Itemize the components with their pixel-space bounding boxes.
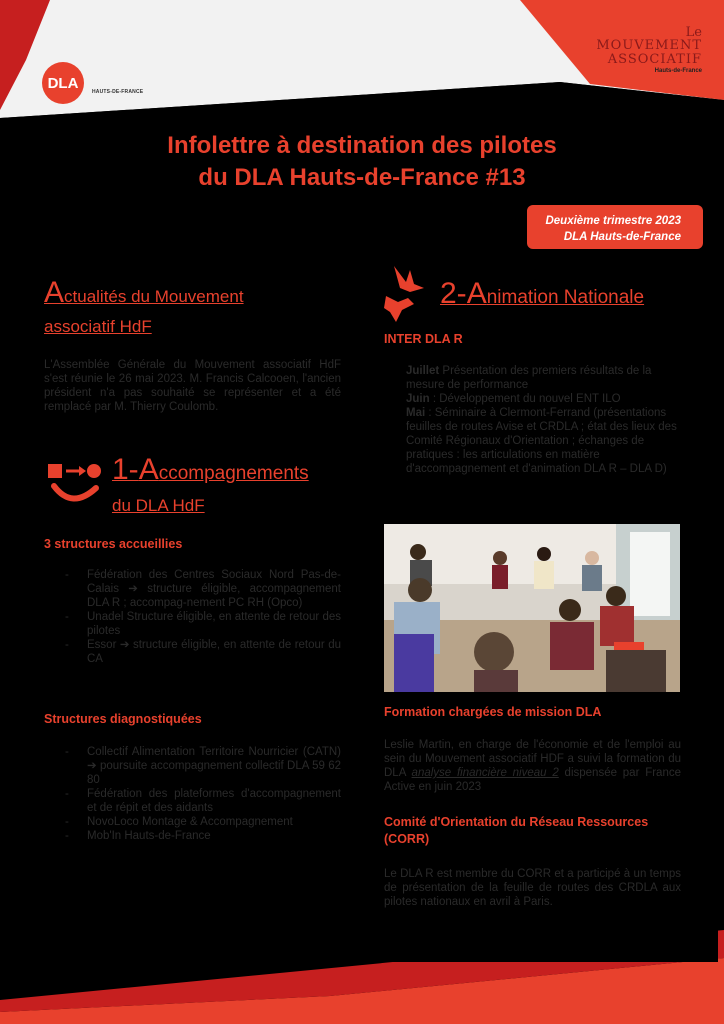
formation-body	[384, 738, 681, 794]
agenda	[406, 364, 682, 476]
accompaniment-icon	[46, 462, 104, 508]
agenda-item	[406, 364, 682, 392]
dla-logo: DLA	[42, 62, 84, 104]
acc-line2: du DLA HdF	[112, 496, 205, 515]
actu-title-line2: associatif HdF	[44, 317, 152, 336]
title-line1: Infolettre à destination des pilotes	[167, 132, 557, 159]
formation-text-1: Leslie Martin, en charge de l'économie et de l'emploi au sein du Mouvement associatif HDF a suivi la formation du DLA	[384, 739, 681, 779]
list-item: - Mob'In Hauts-de-France	[44, 829, 341, 843]
anim-rest: nimation Nationale	[486, 287, 645, 308]
agenda-item	[406, 392, 682, 406]
anim-cap: A	[466, 277, 487, 310]
diag-list	[44, 745, 341, 843]
acc-cap: A	[138, 453, 159, 486]
formation-heading: Formation chargées de mission DLA	[384, 705, 602, 719]
actu-body: L'Assemblée Générale du Mouvement associatif HdF s'est réunie le 26 mai 2023. M. Francis Calcooen, l'ancien président n'a pas souhaité se représenter et a été remplacé par M. Thierry Coulomb.	[44, 359, 341, 413]
agenda-text: : Séminaire à Clermont-Ferrand (présentations feuilles de routes Avise et CRDLA ; état des lieux des Comité Régionaux d'Orientation ; échanges de pratiques : les articulations en matière d'accompagnement et d'animation DLA R – DLA D)	[406, 407, 677, 475]
accompaniment-heading	[112, 448, 352, 516]
page-title	[0, 130, 724, 194]
agenda-month: Juillet	[406, 365, 440, 377]
acc-num: 1-	[112, 453, 139, 486]
diag-heading: Structures diagnostiquées	[44, 712, 202, 726]
list-item: - NovoLoco Montage & Accompagnement	[44, 815, 341, 829]
agenda-text: : Développement du nouvel ENT ILO	[429, 393, 621, 405]
agenda-item	[406, 406, 682, 476]
agenda-month: Juin	[406, 393, 430, 405]
list-item: - Fédération des plateformes d'accompagnement et de répit et des aidants	[44, 787, 341, 815]
dla-region-label: HAUTS-DE-FRANCE	[92, 89, 144, 95]
corr-heading: Comité d'Orientation du Réseau Ressources (CORR)	[384, 815, 649, 846]
actu-title: ctualités du Mouvement	[64, 287, 244, 306]
agenda-month: Mai	[406, 407, 426, 419]
lma-line2: MOUVEMENT	[596, 38, 702, 53]
acc-rest: ccompagnements	[158, 463, 309, 484]
formation-emphasis: analyse financière niveau 2	[411, 767, 559, 779]
lma-region: Hauts-de-France	[654, 68, 702, 74]
list-item: - Essor ➔ structure éligible, en attente de retour du CA	[44, 638, 341, 666]
actu-heading	[44, 276, 344, 340]
inter-dla-heading: INTER DLA R	[384, 332, 463, 346]
lma-line3: ASSOCIATIF	[607, 52, 702, 67]
structures-heading: 3 structures accueillies	[44, 537, 183, 551]
anim-num: 2-	[440, 277, 467, 310]
badge-line2: DLA Hauts-de-France	[563, 231, 681, 243]
hands-icon	[380, 262, 432, 324]
badge-line1: Deuxième trimestre 2023	[545, 215, 681, 227]
structures-list	[44, 568, 341, 666]
list-item: - Fédération des Centres Sociaux Nord Pas-de-Calais ➔ structure éligible, accompagnement DLA R ; accompag-nement PC RH (Opco)	[44, 568, 341, 610]
agenda-text: Présentation des premiers résultats de la mesure de performance	[406, 365, 652, 391]
period-badge	[527, 205, 703, 249]
list-item: - Collectif Alimentation Territoire Nourricier (CATN) ➔ poursuite accompagnement collectif DLA 59 62 80	[44, 745, 341, 787]
mouvement-associatif-logo	[596, 26, 702, 74]
list-item: - Unadel Structure éligible, en attente de retour des pilotes	[44, 610, 341, 638]
meeting-photo	[384, 524, 680, 692]
title-line2: du DLA Hauts-de-France #13	[198, 164, 526, 191]
formation-text-2: dispensée par France Active en juin 2023	[384, 767, 681, 793]
lma-line1: Le	[685, 25, 702, 40]
actu-cap: A	[44, 276, 65, 309]
corr-body: Le DLA R est membre du CORR et a participé à un temps de présentation de la feuille de routes des CRDLA aux pilotes nationaux en avril à Paris.	[384, 868, 681, 908]
animation-heading	[440, 272, 644, 320]
